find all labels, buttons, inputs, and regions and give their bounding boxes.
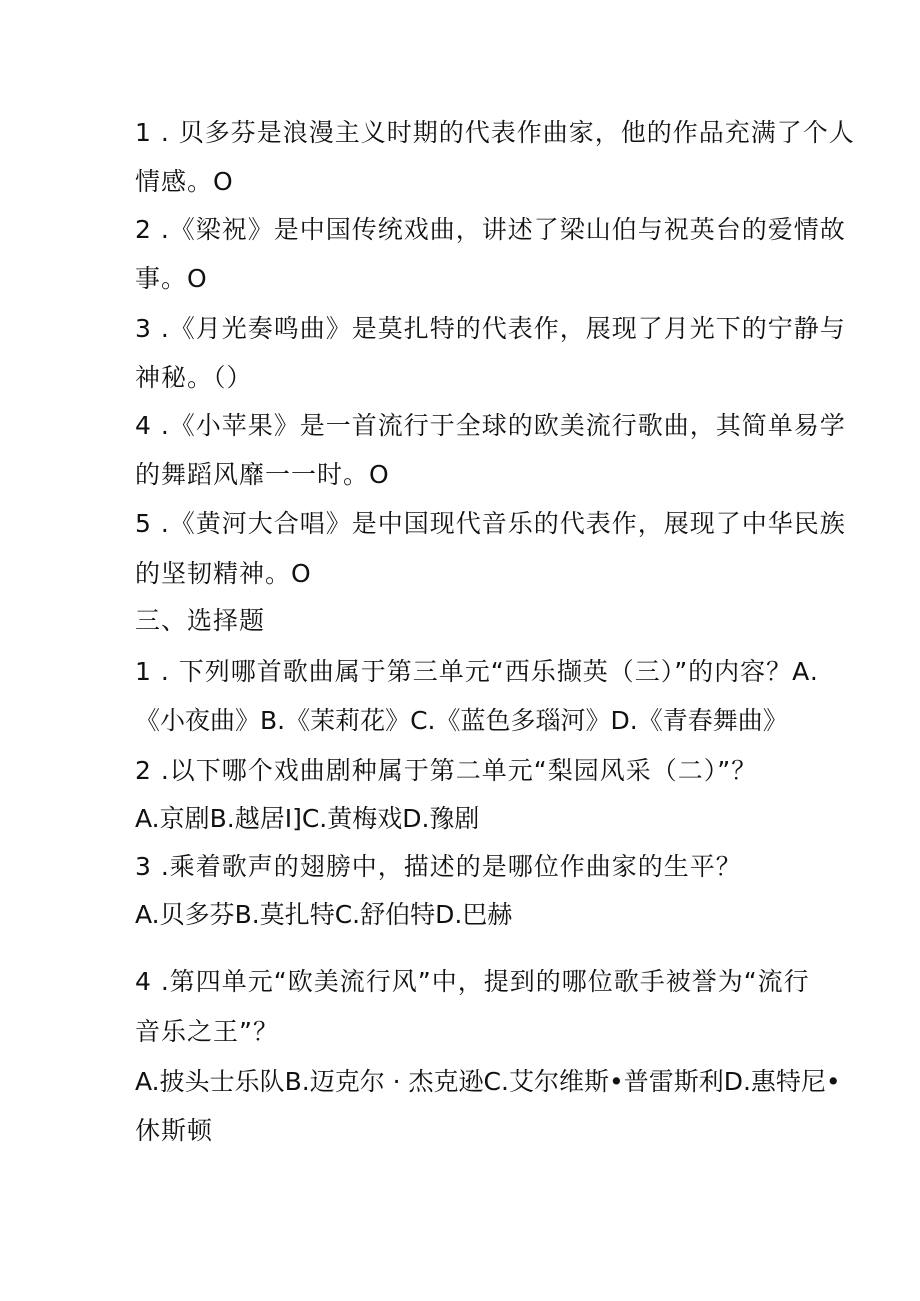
section-heading: 三、选择题 (135, 606, 266, 635)
judgement-item-5-line-1: 5 .《黄河大合唱》是中国现代音乐的代表作，展现了中华民族 (135, 509, 846, 538)
choice-item-4-line-3: A.披头士乐队B.迈克尔 · 杰克逊C.艾尔维斯•普雷斯利D.惠特尼• (135, 1067, 841, 1096)
judgement-item-1-line-1: 1 . 贝多芬是浪漫主义时期的代表作曲家，他的作品充满了个人 (135, 118, 855, 147)
judgement-item-4-line-2: 的舞蹈风靡一一时。O (135, 460, 390, 489)
choice-item-3-line-1: 3 .乘着歌声的翅膀中，描述的是哪位作曲家的生平？ (135, 852, 742, 881)
choice-item-1-line-2: 《小夜曲》B.《茉莉花》C.《蓝色多瑙河》D.《青春舞曲》 (135, 706, 788, 735)
choice-item-2-line-2: A.京剧B.越居I]C.黄梅戏D.豫剧 (135, 804, 480, 833)
choice-item-4-line-1: 4 .第四单元“欧美流行风”中，提到的哪位歌手被誉为“流行 (135, 967, 810, 996)
choice-item-2-line-1: 2 .以下哪个戏曲剧种属于第二单元“梨园风采（二）”？ (135, 756, 758, 785)
judgement-item-2-line-2: 事。O (135, 264, 208, 293)
choice-item-4-line-4: 休斯顿 (135, 1116, 214, 1145)
judgement-item-1-line-2: 情感。O (135, 167, 234, 196)
judgement-item-3-line-2: 神秘。（） (135, 363, 253, 392)
choice-item-4-line-2: 音乐之王”？ (135, 1017, 279, 1046)
judgement-item-3-line-1: 3 .《月光奏鸣曲》是莫扎特的代表作，展现了月光下的宁静与 (135, 314, 846, 343)
judgement-item-2-line-1: 2 .《梁祝》是中国传统戏曲，讲述了梁山伯与祝英台的爱情故 (135, 215, 846, 244)
choice-item-3-line-2: A.贝多芬B.莫扎特C.舒伯特D.巴赫 (135, 900, 513, 929)
choice-item-1-line-1: 1 . 下列哪首歌曲属于第三单元“西乐撷英（三）”的内容？A. (135, 657, 819, 686)
judgement-item-4-line-1: 4 .《小苹果》是一首流行于全球的欧美流行歌曲，其简单易学 (135, 411, 846, 440)
judgement-item-5-line-2: 的坚韧精神。O (135, 559, 312, 588)
